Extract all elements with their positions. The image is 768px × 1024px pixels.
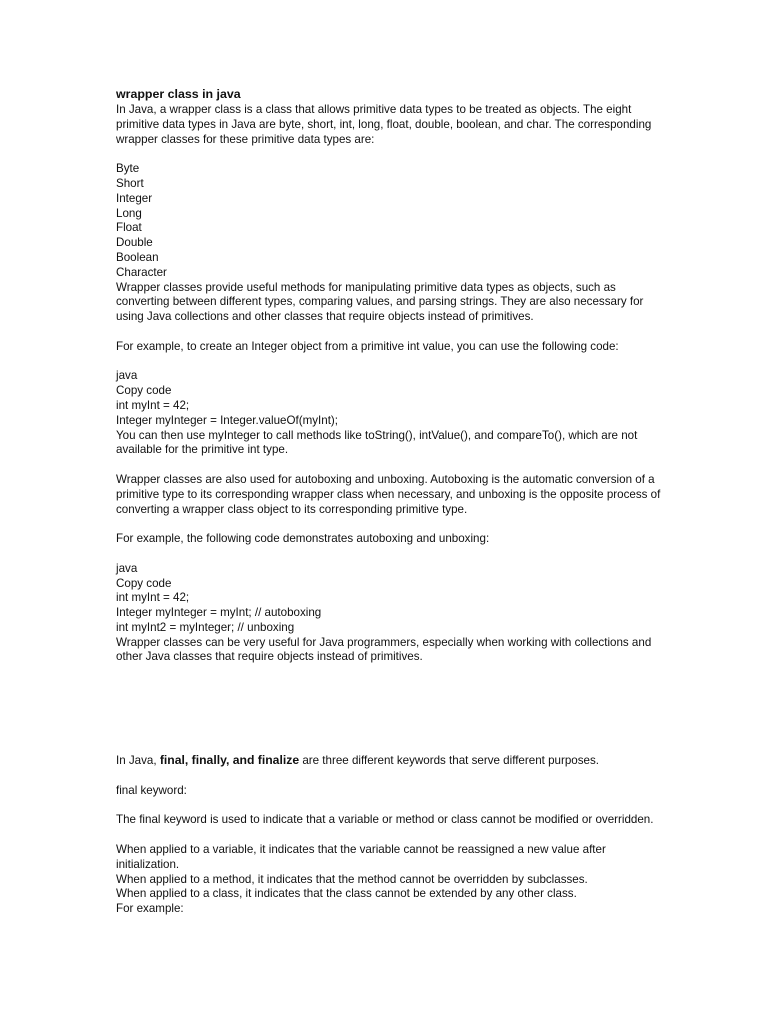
copy-code-label: Copy code <box>116 576 172 590</box>
final-intro-suffix: are three different keywords that serve different purposes. <box>299 754 599 768</box>
list-item: Character <box>116 265 167 279</box>
code-line: int myInt2 = myInteger; // unboxing <box>116 620 295 634</box>
methods-paragraph: Wrapper classes provide useful methods for manipulating primitive data types as objects, such as converting between different types, comparing values, and parsing strings. They are also necessary for using Java collections and other classes that require objects instead of primitives. <box>116 280 644 324</box>
spacer <box>116 517 661 532</box>
code-line: int myInt = 42; <box>116 398 190 412</box>
spacer <box>116 769 661 784</box>
code-block-1 <box>116 369 661 428</box>
final-intro-paragraph <box>116 753 661 769</box>
list-item: Long <box>116 206 142 220</box>
intro-paragraph: In Java, a wrapper class is a class that allows primitive data types to be treated as objects. The eight primitive data types in Java are byte, short, int, long, float, double, boolean, and char. The corresponding wrapper classes for these primitive data types are: <box>116 103 652 146</box>
spacer <box>116 355 661 370</box>
code-block-2 <box>116 562 661 636</box>
final-variable-line: When applied to a variable, it indicates that the variable cannot be reassigned a new value after initialization. <box>116 843 606 871</box>
final-keyword-heading: final keyword: <box>116 783 187 797</box>
list-item: Boolean <box>116 250 159 264</box>
final-method-line: When applied to a method, it indicates that the method cannot be overridden by subclasses. <box>116 872 588 886</box>
conclusion-paragraph: Wrapper classes can be very useful for Java programmers, especially when working with collections and other Java classes that require objects instead of primitives. <box>116 635 652 664</box>
final-intro-keywords: final, finally, and finalize <box>159 753 300 768</box>
spacer <box>116 547 661 562</box>
document-title: wrapper class in java <box>116 87 241 101</box>
spacer <box>116 325 661 340</box>
code-line: Integer myInteger = myInt; // autoboxing <box>116 606 322 620</box>
wrapper-class-list <box>116 162 661 280</box>
for-example-line: For example: <box>116 902 184 916</box>
document-page <box>116 87 661 917</box>
list-item: Double <box>116 236 153 250</box>
autoboxing-paragraph: Wrapper classes are also used for autoboxing and unboxing. Autoboxing is the automatic conversion of a primitive type to its corresponding wrapper class when necessary, and unboxing is the opposite process of converting a wrapper class object to its corresponding primitive type. <box>116 472 661 516</box>
spacer <box>116 799 661 814</box>
after-code1-paragraph: You can then use myInteger to call methods like toString(), intValue(), and compareTo(), which are not available for the primitive int type. <box>116 428 638 457</box>
spacer <box>116 458 661 473</box>
code-line: int myInt = 42; <box>116 591 190 605</box>
spacer <box>116 828 661 843</box>
list-item: Byte <box>116 162 140 176</box>
example1-paragraph: For example, to create an Integer object from a primitive int value, you can use the following code: <box>116 339 619 353</box>
code-language-label: java <box>116 369 138 383</box>
list-item: Integer <box>116 191 153 205</box>
section-spacer <box>116 665 661 753</box>
example2-paragraph: For example, the following code demonstrates autoboxing and unboxing: <box>116 532 490 546</box>
final-class-line: When applied to a class, it indicates that the class cannot be extended by any other class. <box>116 887 577 901</box>
final-intro-prefix: In Java, <box>116 754 160 768</box>
code-language-label: java <box>116 561 138 575</box>
code-line: Integer myInteger = Integer.valueOf(myInt); <box>116 413 338 427</box>
final-description: The final keyword is used to indicate that a variable or method or class cannot be modified or overridden. <box>116 813 654 827</box>
copy-code-label: Copy code <box>116 384 172 398</box>
list-item: Float <box>116 221 142 235</box>
list-item: Short <box>116 176 144 190</box>
spacer <box>116 147 661 162</box>
